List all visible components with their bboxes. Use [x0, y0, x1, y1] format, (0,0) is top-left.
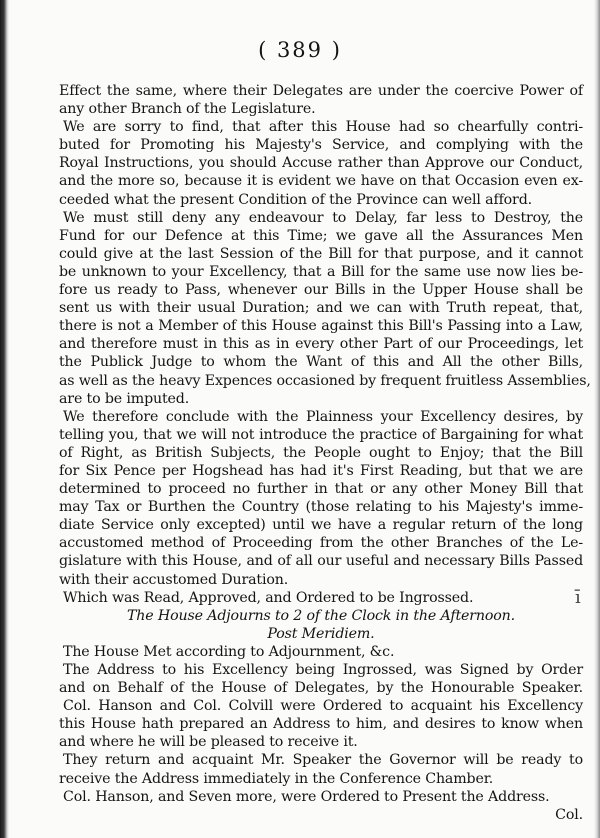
text-line: gislature with this House, and of all our useful and necessary Bills Passed: [59, 553, 583, 570]
text-line: for Six Pence per Hogshead has had it's First Reading, but that we are: [59, 462, 583, 479]
text-line: may Tax or Burthen the Country (those relating to his Majesty's imme-: [59, 499, 583, 516]
page-left-edge-shadow: [0, 0, 9, 838]
text-line: determined to proceed no further in that or any other Money Bill that: [59, 481, 583, 498]
text-line: ceeded what the present Condition of the Province can well afford.: [59, 191, 532, 208]
text-line: any other Branch of the Legislature.: [59, 101, 316, 118]
text-line: there is not a Member of this House against this Bill's Passing into a Law,: [59, 318, 583, 335]
margin-mark: ī: [575, 587, 581, 608]
text-line: with their accustomed Duration.: [59, 571, 289, 588]
text-line: of Right, as British Subjects, the People ought to Enjoy; that the Bill: [59, 444, 583, 461]
text-line: this House hath prepared an Address to him, and desires to know when: [59, 716, 583, 733]
text-line: Effect the same, where their Delegates are under the coercive Power of: [59, 83, 583, 99]
page-right-edge-shadow: [594, 0, 600, 838]
text-line: the Publick Judge to whom the Want of this and All the other Bills,: [59, 354, 583, 371]
text-line: and on Behalf of the House of Delegates, by the Honourable Speaker.: [59, 680, 583, 697]
text-line: Royal Instructions, you should Accuse rather than Approve our Conduct,: [59, 155, 583, 172]
text-line: fore us ready to Pass, whenever our Bills in the Upper House shall be: [59, 282, 583, 299]
text-line: We therefore conclude with the Plainness your Excellency desires, by: [63, 408, 583, 425]
page-number: ( 389 ): [258, 38, 342, 62]
text-line: Fund for our Defence at this Time; we gave all the Assurances Men: [59, 227, 583, 244]
text-line: They return and acquaint Mr. Speaker the Governor will be ready to: [63, 752, 583, 769]
text-line: receive the Address immediately in the Conference Chamber.: [59, 770, 494, 787]
text-line: Col. Hanson and Col. Colvill were Ordered to acquaint his Excellency: [63, 698, 583, 715]
text-line: The Address to his Excellency being Ingrossed, was Signed by Order: [63, 662, 583, 678]
document-body: [59, 82, 591, 824]
text-line: telling you, that we will not introduce the practice of Bargaining for what: [59, 426, 583, 443]
text-line: Post Meridiem.: [267, 625, 375, 642]
text-line: Col. Hanson, and Seven more, were Ordered to Present the Address.: [63, 788, 550, 805]
text-line: Which was Read, Approved, and Ordered to be Ingrossed.: [63, 589, 474, 606]
text-line: and the more so, because it is evident we have on that Occasion even ex-: [59, 173, 583, 190]
text-line: could give at the last Session of the Bill for that purpose, and it cannot: [59, 245, 583, 262]
text-line: as well as the heavy Expences occasioned by frequent fruitless Assemblies,: [59, 372, 591, 389]
text-line: The House Adjourns to 2 of the Clock in the Afternoon.: [126, 607, 515, 624]
text-line: and where he will be pleased to receive it.: [59, 734, 358, 751]
text-line: We must still deny any endeavour to Delay, far less to Destroy, the: [63, 209, 583, 226]
text-line: and therefore must in this as in every other Part of our Proceedings, let: [59, 336, 583, 353]
text-line: accustomed method of Proceeding from the other Branches of the Le-: [59, 535, 583, 552]
text-line: be unknown to your Excellency, that a Bill for the same use now lies be-: [59, 263, 583, 280]
text-line: Col.: [555, 806, 583, 823]
text-line: sent us with their usual Duration; and we can with Truth repeat, that,: [59, 300, 583, 317]
text-line: buted for Promoting his Majesty's Service, and complying with the: [59, 137, 583, 154]
text-line: diate Service only excepted) until we have a regular return of the long: [59, 517, 583, 534]
text-line: are to be imputed.: [59, 390, 190, 407]
text-line: The House Met according to Adjournment, &c.: [63, 643, 395, 660]
text-line: We are sorry to find, that after this House had so chearfully contri-: [63, 119, 583, 136]
